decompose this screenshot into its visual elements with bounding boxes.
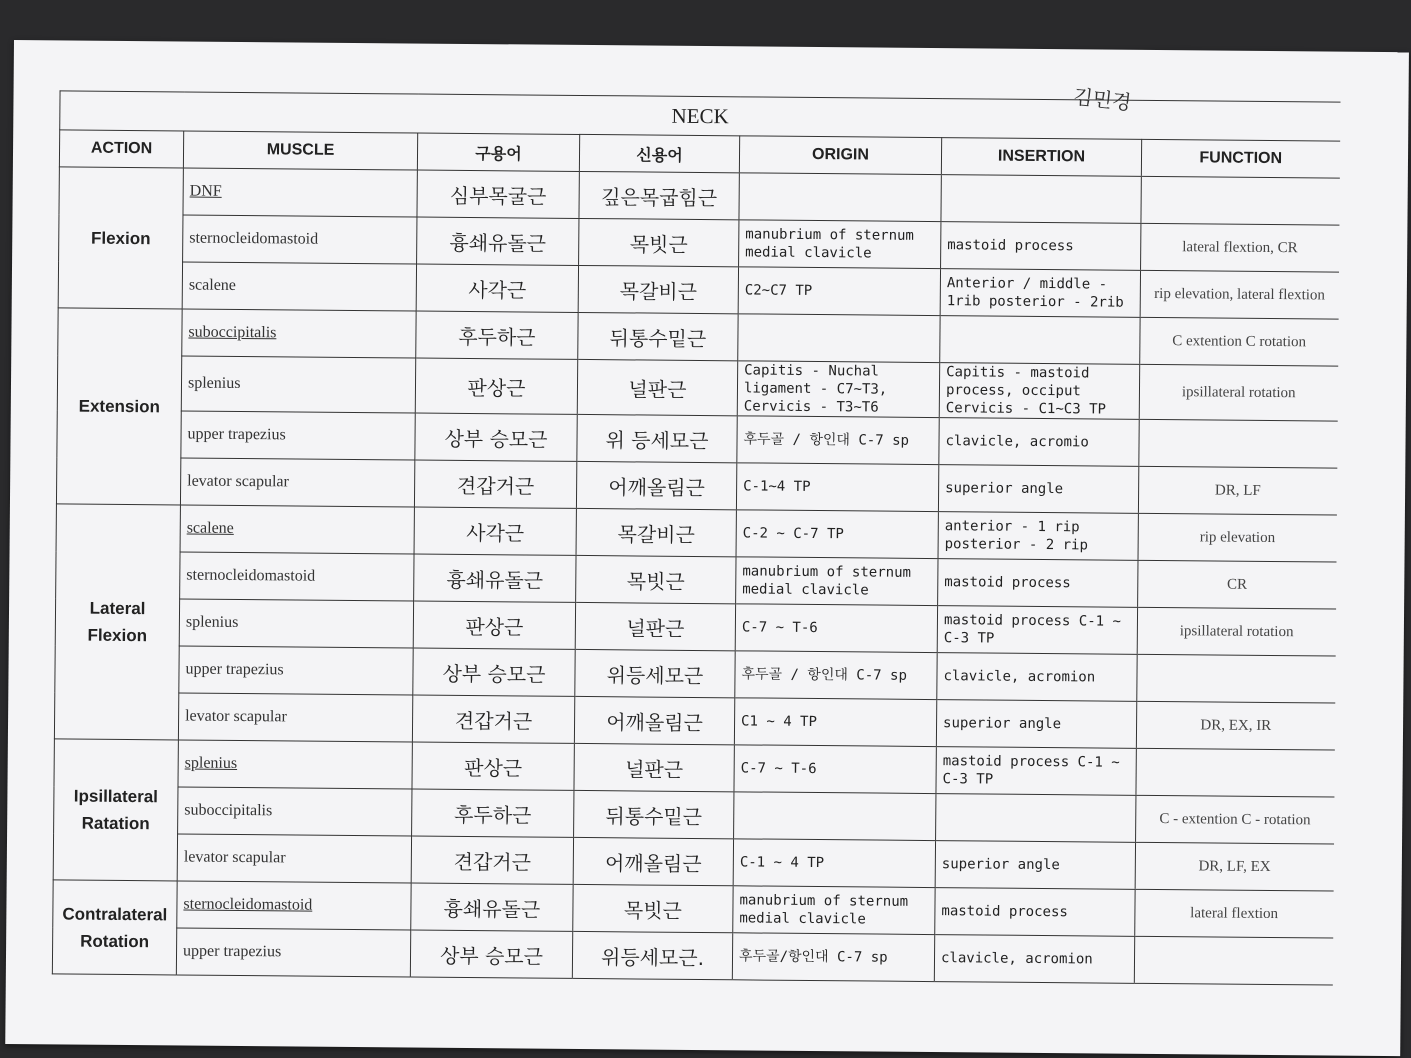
function-cell: rip elevation, lateral flextion	[1140, 270, 1338, 319]
function-cell: C - extention C - rotation	[1136, 795, 1334, 844]
function-cell: rip elevation	[1138, 513, 1336, 562]
insertion-cell: mastoid process C-1 ~ C-3 TP	[936, 747, 1136, 796]
new-term-cell: 목갈비근	[576, 508, 736, 556]
old-term-cell: 후두하근	[416, 311, 578, 359]
insertion-cell: mastoid process	[941, 222, 1141, 271]
table-row	[52, 927, 1332, 985]
table-body	[52, 91, 1340, 985]
new-term-cell: 어깨올림근	[574, 696, 734, 744]
action-cell: Flexion	[58, 167, 183, 309]
muscle-cell: sternocleidomastoid	[177, 881, 411, 930]
function-cell	[1134, 936, 1332, 985]
insertion-cell: mastoid process	[935, 888, 1135, 937]
new-term-cell: 널판근	[574, 743, 734, 791]
new-term-cell: 널판근	[577, 359, 737, 415]
muscle-cell: DNF	[183, 168, 417, 217]
action-cell: Extension	[56, 308, 182, 505]
insertion-cell: mastoid process	[938, 559, 1138, 608]
new-term-cell: 목빗근	[573, 884, 733, 932]
insertion-cell	[941, 175, 1141, 224]
new-term-cell: 위 등세모근	[577, 414, 737, 462]
muscle-cell: levator scapular	[177, 834, 411, 883]
old-term-cell: 판상근	[413, 601, 575, 649]
origin-cell: C-1~4 TP	[736, 463, 938, 512]
muscle-cell: sternocleidomastoid	[183, 215, 417, 264]
new-term-cell: 깊은목굽힘근	[579, 171, 739, 219]
action-cell: Lateral Flexion	[54, 504, 180, 740]
muscle-cell: scalene	[182, 262, 416, 311]
muscle-cell: levator scapular	[180, 458, 414, 507]
origin-cell: manubrium of sternum medial clavicle	[733, 886, 935, 935]
header-origin: ORIGIN	[739, 136, 941, 175]
new-term-cell: 널판근	[575, 602, 735, 650]
function-cell: ipsillateral rotation	[1137, 607, 1335, 656]
table-title: NECK	[60, 91, 1340, 141]
old-term-cell: 상부 승모근	[415, 413, 577, 461]
paper-sheet	[5, 40, 1409, 1056]
muscle-cell: splenius	[181, 356, 415, 413]
header-insertion: INSERTION	[941, 138, 1141, 177]
origin-cell: C1 ~ 4 TP	[734, 698, 936, 747]
insertion-cell	[936, 794, 1136, 843]
insertion-cell: anterior - 1 rip posterior - 2 rip	[938, 512, 1138, 561]
header-muscle: MUSCLE	[183, 131, 417, 170]
origin-cell: 후두골/항인대 C-7 sp	[732, 933, 934, 982]
function-cell	[1139, 419, 1337, 468]
function-cell: lateral flextion	[1135, 889, 1333, 938]
function-cell: DR, LF	[1138, 466, 1336, 515]
header-function: FUNCTION	[1141, 139, 1339, 178]
old-term-cell: 견갑거근	[412, 695, 574, 743]
new-term-cell: 목빗근	[579, 218, 739, 266]
new-term-cell: 뒤통수밑근	[574, 790, 734, 838]
old-term-cell: 흉쇄유돌근	[414, 554, 576, 602]
old-term-cell: 흉쇄유돌근	[417, 217, 579, 265]
new-term-cell: 어깨올림근	[573, 837, 733, 885]
insertion-cell: superior angle	[935, 841, 1135, 890]
function-cell	[1136, 748, 1334, 797]
function-cell	[1141, 176, 1339, 225]
muscle-cell: upper trapezius	[176, 928, 410, 977]
muscle-cell: suboccipitalis	[182, 309, 416, 358]
insertion-cell: Capitis - mastoid process, occiput Cervicis - C1~C3 TP	[939, 363, 1139, 420]
muscle-cell: suboccipitalis	[178, 787, 412, 836]
origin-cell	[739, 173, 941, 222]
origin-cell: manubrium of sternum medial clavicle	[739, 220, 941, 269]
new-term-cell: 위등세모근	[575, 649, 735, 697]
origin-cell: manubrium of sternum medial clavicle	[736, 557, 938, 606]
old-term-cell: 판상근	[412, 742, 574, 790]
muscle-cell: levator scapular	[178, 693, 412, 742]
action-cell: Ipsillateral Ratation	[53, 739, 178, 881]
insertion-cell: Anterior / middle - 1rib posterior - 2rib	[940, 269, 1140, 318]
origin-cell: C-7 ~ T-6	[735, 604, 937, 653]
old-term-cell: 흉쇄유돌근	[411, 883, 573, 931]
header-new-term: 신용어	[579, 134, 739, 172]
origin-cell	[738, 314, 940, 363]
new-term-cell: 어깨올림근	[576, 461, 736, 509]
function-cell: DR, EX, IR	[1136, 701, 1334, 750]
old-term-cell: 판상근	[415, 358, 577, 414]
new-term-cell: 목갈비근	[578, 265, 738, 313]
muscle-cell: splenius	[179, 599, 413, 648]
new-term-cell: 위등세모근.	[572, 931, 732, 979]
origin-cell: Capitis - Nuchal ligament - C7~T3, Cervicis - T3~T6	[737, 361, 939, 418]
header-action: ACTION	[59, 130, 183, 168]
header-old-term: 구용어	[417, 133, 579, 171]
origin-cell: C-1 ~ 4 TP	[733, 839, 935, 888]
old-term-cell: 견갑거근	[411, 836, 573, 884]
new-term-cell: 목빗근	[576, 555, 736, 603]
action-cell: Contralateral Rotation	[52, 880, 177, 975]
function-cell: C extention C rotation	[1140, 317, 1338, 366]
function-cell: lateral flextion, CR	[1141, 223, 1339, 272]
function-cell	[1137, 654, 1335, 703]
insertion-cell: mastoid process C-1 ~ C-3 TP	[937, 606, 1137, 655]
insertion-cell: clavicle, acromion	[934, 935, 1134, 984]
old-term-cell: 상부 승모근	[410, 930, 572, 978]
insertion-cell: superior angle	[938, 465, 1138, 514]
muscle-cell: sternocleidomastoid	[180, 552, 414, 601]
old-term-cell: 후두하근	[412, 789, 574, 837]
insertion-cell: superior angle	[936, 700, 1136, 749]
muscle-cell: scalene	[180, 505, 414, 554]
old-term-cell: 사각근	[416, 264, 578, 312]
origin-cell: C-7 ~ T-6	[734, 745, 936, 794]
old-term-cell: 사각근	[414, 507, 576, 555]
old-term-cell: 견갑거근	[414, 460, 576, 508]
function-cell: ipsillateral rotation	[1139, 364, 1337, 421]
old-term-cell: 상부 승모근	[413, 648, 575, 696]
insertion-cell: clavicle, acromio	[939, 418, 1139, 467]
origin-cell: 후두골 / 항인대 C-7 sp	[735, 651, 937, 700]
muscle-cell: upper trapezius	[181, 411, 415, 460]
insertion-cell: clavicle, acromion	[937, 653, 1137, 702]
handwritten-signature: 김민경	[1072, 84, 1133, 115]
muscle-cell: splenius	[178, 740, 412, 789]
insertion-cell	[940, 316, 1140, 365]
function-cell: CR	[1138, 560, 1336, 609]
function-cell: DR, LF, EX	[1135, 842, 1333, 891]
neck-muscle-table	[52, 90, 1340, 985]
origin-cell: 후두골 / 항인대 C-7 sp	[737, 416, 939, 465]
origin-cell: C-2 ~ C-7 TP	[736, 510, 938, 559]
new-term-cell: 뒤통수밑근	[578, 312, 738, 360]
origin-cell	[734, 792, 936, 841]
muscle-cell: upper trapezius	[179, 646, 413, 695]
old-term-cell: 심부목굴근	[417, 170, 579, 218]
origin-cell: C2~C7 TP	[738, 267, 940, 316]
